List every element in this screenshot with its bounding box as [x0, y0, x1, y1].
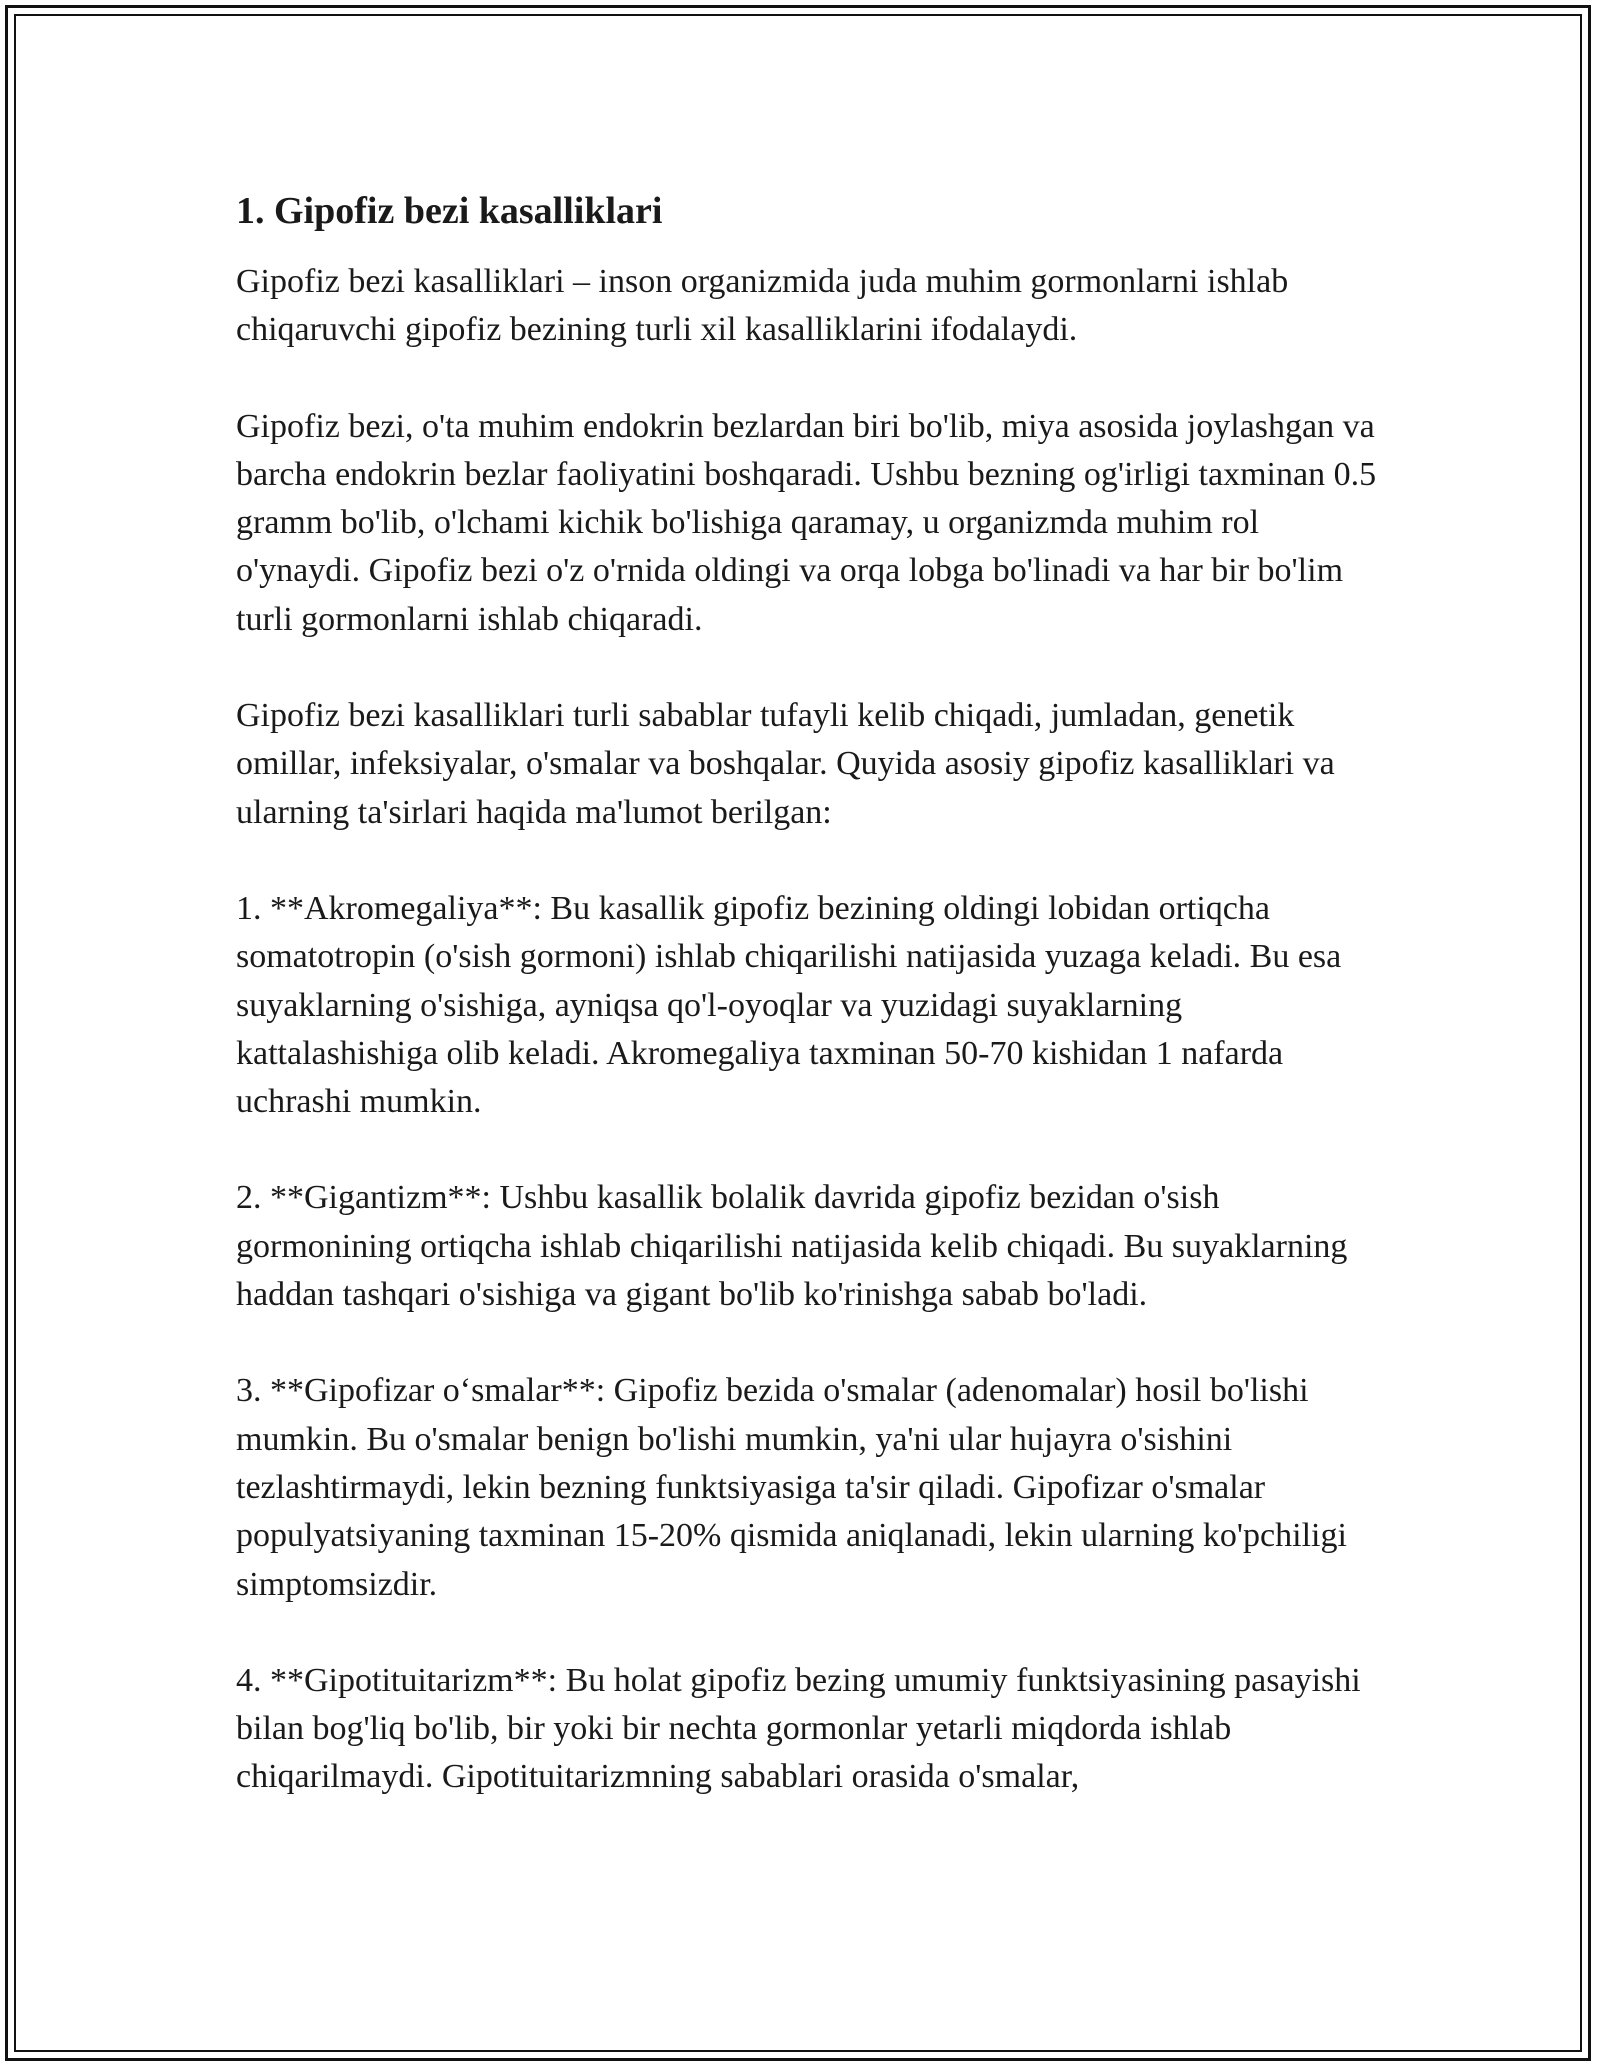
paragraph-gigantizm: 2. **Gigantizm**: Ushbu kasallik bolalik davrida gipofiz bezidan o'sish gormonining ortiqcha ishlab chiqarilishi natijasida kelib chiqadi. Bu suyaklarning haddan tashqari o'sishiga va gigant bo'lib ko'rinishga sabab bo'ladi. — [236, 1179, 1348, 1314]
paragraph-osmalar: 3. **Gipofizar o‘smalar**: Gipofiz bezida o'smalar (adenomalar) hosil bo'lishi mumkin. Bu o'smalar benign bo'lishi mumkin, ya'ni ular hujayra o'sishini tezlashtirmaydi, lekin bezning funktsiyasiga ta'sir qiladi. Gipofizar o'smalar populyatsiyaning taxminan 15-20% qismida aniqlanadi, lekin ularning ko'pchiligi simptomsizdir. — [236, 1372, 1347, 1603]
paragraph-causes: Gipofiz bezi kasalliklari turli sabablar tufayli kelib chiqadi, jumladan, genetik omillar, infeksiyalar, o'smalar va boshqalar. Quyida asosiy gipofiz kasalliklari va ularning ta'sirlari haqida ma'lumot berilgan: — [236, 697, 1335, 831]
paragraph-intro: Gipofiz bezi kasalliklari – inson organizmida juda muhim gormonlarni ishlab chiqaruvchi gipofiz bezining turli xil kasalliklarini ifodalaydi. — [236, 263, 1289, 349]
paragraph-gipotituitarizm: 4. **Gipotituitarizm**: Bu holat gipofiz bezing umumiy funktsiyasining pasayishi bilan bog'liq bo'lib, bir yoki bir nechta gormonlar yetarli miqdorda ishlab chiqarilmaydi. Gipotituitarizmning sabablari orasida o'smalar, — [236, 1661, 1361, 1796]
document-title: 1. Gipofiz bezi kasalliklari — [236, 190, 663, 232]
paragraph-description: Gipofiz bezi, o'ta muhim endokrin bezlardan biri bo'lib, miya asosida joylashgan va barcha endokrin bezlar faoliyatini boshqaradi. Ushbu bezning og'irligi taxminan 0.5 gramm bo'lib, o'lchami kichik bo'lishiga qaramay, u organizmda muhim rol o'ynaydi. Gipofiz bezi o'z o'rnida oldingi va orqa lobga bo'linadi va har bir bo'lim turli gormonlarni ishlab chiqaradi. — [236, 407, 1377, 638]
document-body — [236, 186, 1386, 1850]
paragraph-akromegaliya: 1. **Akromegaliya**: Bu kasallik gipofiz bezining oldingi lobidan ortiqcha somatotropin (o'sish gormoni) ishlab chiqarilishi natijasida yuzaga keladi. Bu esa suyaklarning o'sishiga, ayniqsa qo'l-oyoqlar va yuzidagi suyaklarning kattalashishiga olib keladi. Akromegaliya taxminan 50-70 kishidan 1 nafarda uchrashi mumkin. — [236, 889, 1342, 1121]
